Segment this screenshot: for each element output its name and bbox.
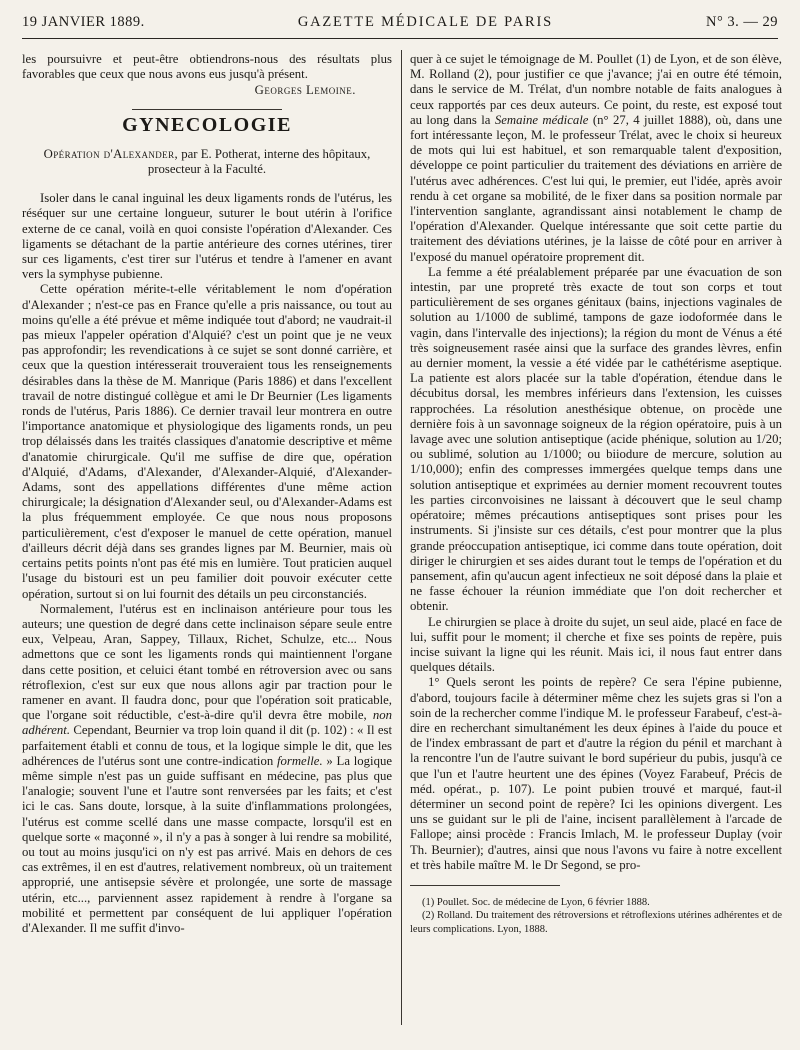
emphasis-text: non adhérent. <box>22 708 392 738</box>
text-run: quer à ce sujet le témoignage de M. Poullet (1) de Lyon, et de son élève, M. Rolland (2), pour justifier ce que j'avance; j'ai en outre été témoin, dans le service de M. Trélat, d'un nombre notable de faits analogues à ceux rapportés par ces deux auteurs. Ce point, du reste, est exposé tout au long dans la <box>410 52 782 127</box>
header-page-number: N° 3. — 29 <box>705 14 778 30</box>
paragraph: Cette opération mérite-t-elle véritablement le nom d'opération d'Alexander ; n'est-ce pas en France qu'elle a pris naissance, ou tout au moins qu'elle a été prévue et même indiquée tout d'abord; ne vaudrait-il pas mieux l'appeler opération d'Alquié? c'est un point que je ne veux pas approfondir; les revendications à ce sujet se sont donné carrière, et ceux que la question intéresserait trouveraient tous les renseignements désirables dans la thèse de M. Manrique (Paris 1886) et dans l'excellent travail de notre distingué collègue et ami le Dr Beurnier (Les ligaments ronds de l'utérus, Paris 1886). Ce dernier travail leur montrera en outre l'importance anatomique et physiologique des ligaments ronds, un peu trop délaissés dans les traités classiques d'anatomie descriptive et même d'anatomie chirurgicale. Qu'il me suffise de dire que, opération d'Alquié, d'Adams, d'Alexander, d'Alexander-Alquié, d'Alexander-Adams, sont des appellations différentes d'une même action chirurgicale; la désignation d'Alexander seul, ou d'Alexander-Adams est la plus fréquemment employée. Ce que nous nous proposons particulièrement, c'est d'exposer le manuel de cette opération, manuel d'ailleurs décrit déjà dans ses grandes lignes par M. Beurnier, mais où certains petits points n'ont pas été mis en lumière. Tout praticien auquel l'usage du bistouri est un peu familier doit pouvoir exécuter cette opération, surtout si on lui fournit des détails un peu circonstanciés. <box>22 282 392 601</box>
text-run: » La logique même simple n'est pas un guide suffisant en médecine, pas plus que l'analogie; souvent l'une et l'autre sont renversées par les faits; et c'est ici le cas. Sans doute, lorsque, à la suite d'inflammations prolongées, l'utérus est comme scellé dans une masse compacte, lorsqu'il est en quelque sorte « maçonné », il n'y a pas à songer à lui rendre sa mobilité, ou tout au moins jusqu'ici on n'y est pas arrivé. Mais en dehors de ces cas extrêmes, il en est d'autres, relativement nombreux, où un traitement approprié, une antisepsie sévère et prolongée, une sorte de massage utérin, etc..., parviennent assez rapidement à rendre à l'organe sa mobilité et permettent par conséquent de lui appliquer l'opération d'Alexander. Il me suffit d'invo- <box>22 753 393 935</box>
paragraph: Isoler dans le canal inguinal les deux ligaments ronds de l'utérus, les réséquer sur une certaine longueur, suturer le bout utérin à l'orifice externe de ce canal, voilà en quoi consiste l'opération d'Alexander. Ces ligaments se détachant de la partie antérieure des cornes utérines, tirer sur ces ligaments, c'est tirer sur l'utérus et tendre à l'amener en avant vers la symphyse pubienne. <box>22 191 392 282</box>
section-title: GYNECOLOGIE <box>122 113 292 136</box>
previous-article-signature: Georges Lemoine. <box>254 83 356 98</box>
emphasis-text: Semaine médicale <box>494 112 589 127</box>
section-separator <box>132 109 282 110</box>
footnote: (2) Rolland. Du traitement des rétroversions et rétroflexions utérines adhérentes et de leurs complications. Lyon, 1888. <box>410 910 782 935</box>
header-date: 19 JANVIER 1889. <box>22 14 145 30</box>
article-byline: par E. Potherat, interne des hôpitaux, prosecteur à la Faculté. <box>147 146 371 177</box>
footnote-separator <box>410 885 560 886</box>
previous-article-ending: les poursuivre et peut-être obtiendrons-nous des résultats plus favorables que ceux que nous avons eus jusqu'à présent. <box>22 52 392 82</box>
left-column <box>22 52 392 936</box>
paragraph <box>22 602 392 936</box>
paragraph: Le chirurgien se place à droite du sujet, un seul aide, placé en face de lui, suffit pour le moment; il cherche et fixe ses points de repère, puis incise suivant la ligne qui les réunit. Mais ici, il nous faut entrer dans quelques détails. <box>410 614 782 675</box>
page-header <box>22 14 778 39</box>
paragraph <box>410 52 782 265</box>
column-divider <box>401 50 402 1025</box>
article-heading <box>22 147 392 177</box>
right-column <box>410 52 782 936</box>
header-journal-title: GAZETTE MÉDICALE DE PARIS <box>297 14 553 30</box>
footnote: (1) Poullet. Soc. de médecine de Lyon, 6 février 1888. <box>422 896 650 908</box>
emphasis-text: formelle. <box>276 753 323 768</box>
text-run: Cependant, Beurnier va trop loin quand il dit (p. 102) : « Il est parfaitement établi et connu de tous, et la logique simple le dit, que les adhérences de l'utérus sont une contre-indication <box>22 723 393 768</box>
text-run: Normalement, l'utérus est en inclinaison antérieure pour tous les auteurs; une question de degré dans cette inclinaison sépare seule entre eux, Velpeau, Aran, Sappey, Tillaux, Richet, Schulze, etc... Nous admettons que ce sont les ligaments ronds qui maintiennent l'organe dans cette position, et celuici étant tombé en rétroversion avec ou sans rétroflexion, c'est sur eux que nous allons agir par traction pour le ramener en avant. Il faudra donc, pour que l'opération soit praticable, que l'organe soit réductible, c'est-à-dire qu'il devra être mobile, <box>22 601 392 723</box>
article-title: Opération d'Alexander, <box>43 146 179 161</box>
paragraph: La femme a été préalablement préparée par une évacuation de son intestin, par une propreté très exacte de tout son corps et tout particulièrement de ses organes génitaux (bains, injections vaginales de solution au 1/1000 de sublimé, tampons de gaze iodoformée dans le vagin, dans l'intervalle des injections); la région du mont de Vénus a été très soigneusement rasée ainsi que la surface des grandes lèvres, enfin au dernier moment, la vessie a été vidée par le cathétérisme aseptique. La patiente est alors placée sur la table d'opération, étendue dans le décubitus dorsal, les membres inférieurs dans l'extension, les cuisses rapprochées. La résolution anesthésique obtenue, on procède une dernière fois à un savonnage soigneux de la région opératoire, puis à un lavage avec une solution antiseptique (acide phénique, solution au 1/20; ou sublimé, solution au 1/1000; ou biiodure de mercure, solution au 1/10,000); enfin des compresses immergées quelque temps dans une solution antiseptique et exprimées au dernier moment recouvrent toutes les parties circonvoisines ne laissant à découvert que le seul champ opératoire; mêmes précautions antiseptiques sont prises pour les instruments. Si j'insiste sur ces détails, c'est pour montrer que la plus grande préoccupation antiseptique, ici comme dans toute opération, doit diriger le chirurgien et ses aides durant tout le temps de l'opération et du pansement, afin qu'aucun agent infectieux ne soit déposé dans la plaie et ne fasse échouer la réunion immédiate que l'on doit rechercher et obtenir. <box>410 264 782 614</box>
footnotes <box>410 896 782 937</box>
text-run: (n° 27, 4 juillet 1888), où, dans une fort intéressante leçon, M. le professeur Trélat, avec le choix si heureux de mots qui lui est habituel, et son remarquable talent d'exposition, développe ce point particulier du traitement des déviations en arrière de l'utérus avec adhérences. C'est lui qui, le premier, eut l'idée, après avoir rendu à cet organe sa mobilité, de le fixer dans sa position normale par l'intervention sanglante, agrandissant ainsi notablement le champ de l'opération d'Alexander. Quelque intéressante que soit cette partie du traitement des déviations utérines, je la laisse de côté pour en arriver à l'exposé du manuel opératoire proprement dit. <box>410 112 782 264</box>
paragraph: 1° Quels seront les points de repère? Ce sera l'épine pubienne, d'abord, toujours facile à déterminer même chez les sujets gras si l'on a soin de la rechercher comme l'indique M. le professeur Farabeuf, c'est-à-dire en recherchant simultanément les deux épines à l'aide du pouce et de l'index embrassant de part et d'autre la région du pénil et marchant à la rencontre l'un de l'autre suivant le bord supérieur du pubis, jusqu'à ce que l'un et l'autre heurtent une des épines (Voyez Farabeuf, Précis de méd. opérat., p. 107). Le point pubien trouvé et marqué, faut-il déterminer un second point de repère? Ici les opinions divergent. Les uns se guidant sur le pli de l'aine, incisent parallèlement à l'arcade de Fallope; ainsi procède : Francis Imlach, M. le professeur Duplay (voir Th. Beurnier); d'autres, ainsi que nous l'avons vu faire à notre excellent et très habile maître M. le Dr Segond, se pro- <box>410 675 782 872</box>
